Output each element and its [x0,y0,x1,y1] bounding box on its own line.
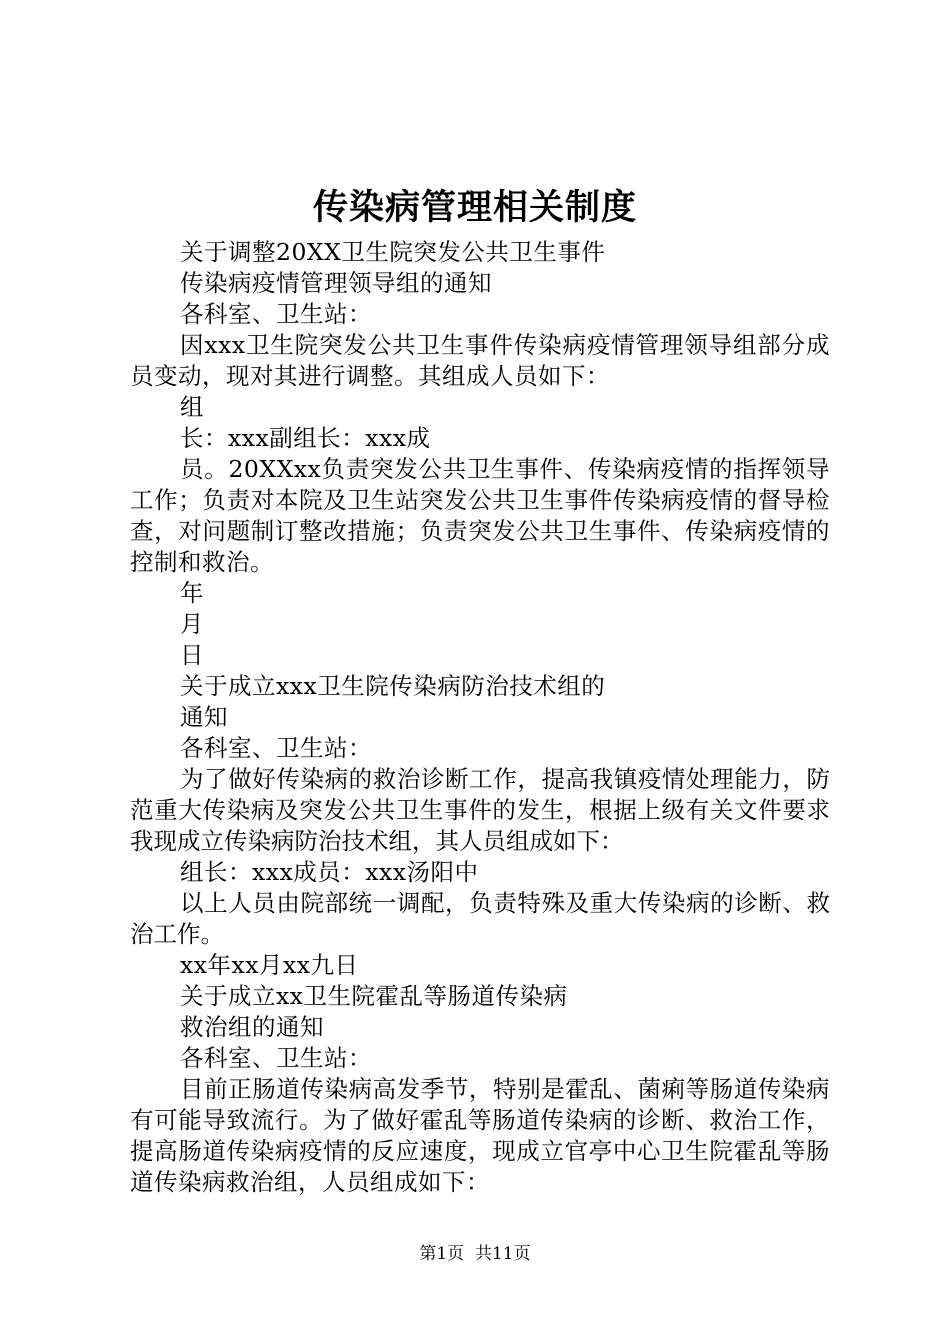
paragraph: 关于成立xxx卫生院传染病防治技术组的 [180,672,606,700]
paragraph: 日 [180,641,204,669]
paragraph: 通知 [180,703,228,731]
paragraph: 员。20XXxx负责突发公共卫生事件、传染病疫情的指挥领导工作；负责对本院及卫生站突发公共卫生事件传染病疫情的督导检查，对问题制订整改措施；负责突发公共卫生事件、传染病疫情的控制和救治。 [130,455,830,576]
paragraph: 组长：xxx成员：xxx汤阳中 [180,858,479,886]
paragraph: 为了做好传染病的救治诊断工作，提高我镇疫情处理能力，防范重大传染病及突发公共卫生事件的发生，根据上级有关文件要求我现成立传染病防治技术组，其人员组成如下： [130,765,830,855]
paragraph: 传染病疫情管理领导组的通知 [180,269,492,297]
paragraph: 各科室、卫生站： [180,734,372,762]
paragraph: 关于成立xx卫生院霍乱等肠道传染病 [180,982,568,1010]
paragraph: 目前正肠道传染病高发季节，特别是霍乱、菌痢等肠道传染病有可能导致流行。为了做好霍乱等肠道传染病的诊断、救治工作，提高肠道传染病疫情的反应速度，现成立官亭中心卫生院霍乱等肠道传染病救治组，人员组成如下： [130,1075,830,1196]
paragraph: 月 [180,610,204,638]
paragraph: 救治组的通知 [180,1013,324,1041]
paragraph: 关于调整20XX卫生院突发公共卫生事件 [180,238,606,266]
paragraph: 年 [180,579,204,607]
paragraph: 各科室、卫生站： [180,1044,372,1072]
paragraph: xx年xx月xx九日 [180,951,359,979]
paragraph: 组 [180,393,204,421]
document-body [130,237,830,1198]
paragraph: 各科室、卫生站： [180,300,372,328]
page-indicator: 第1页 共11页 [419,1244,531,1264]
paragraph: 因xxx卫生院突发公共卫生事件传染病疫情管理领导组部分成员变动，现对其进行调整。其组成人员如下： [130,331,830,390]
paragraph: 以上人员由院部统一调配，负责特殊及重大传染病的诊断、救治工作。 [130,889,830,948]
document-title: 传染病管理相关制度 [312,187,637,228]
paragraph: 长：xxx副组长：xxx成 [180,424,431,452]
